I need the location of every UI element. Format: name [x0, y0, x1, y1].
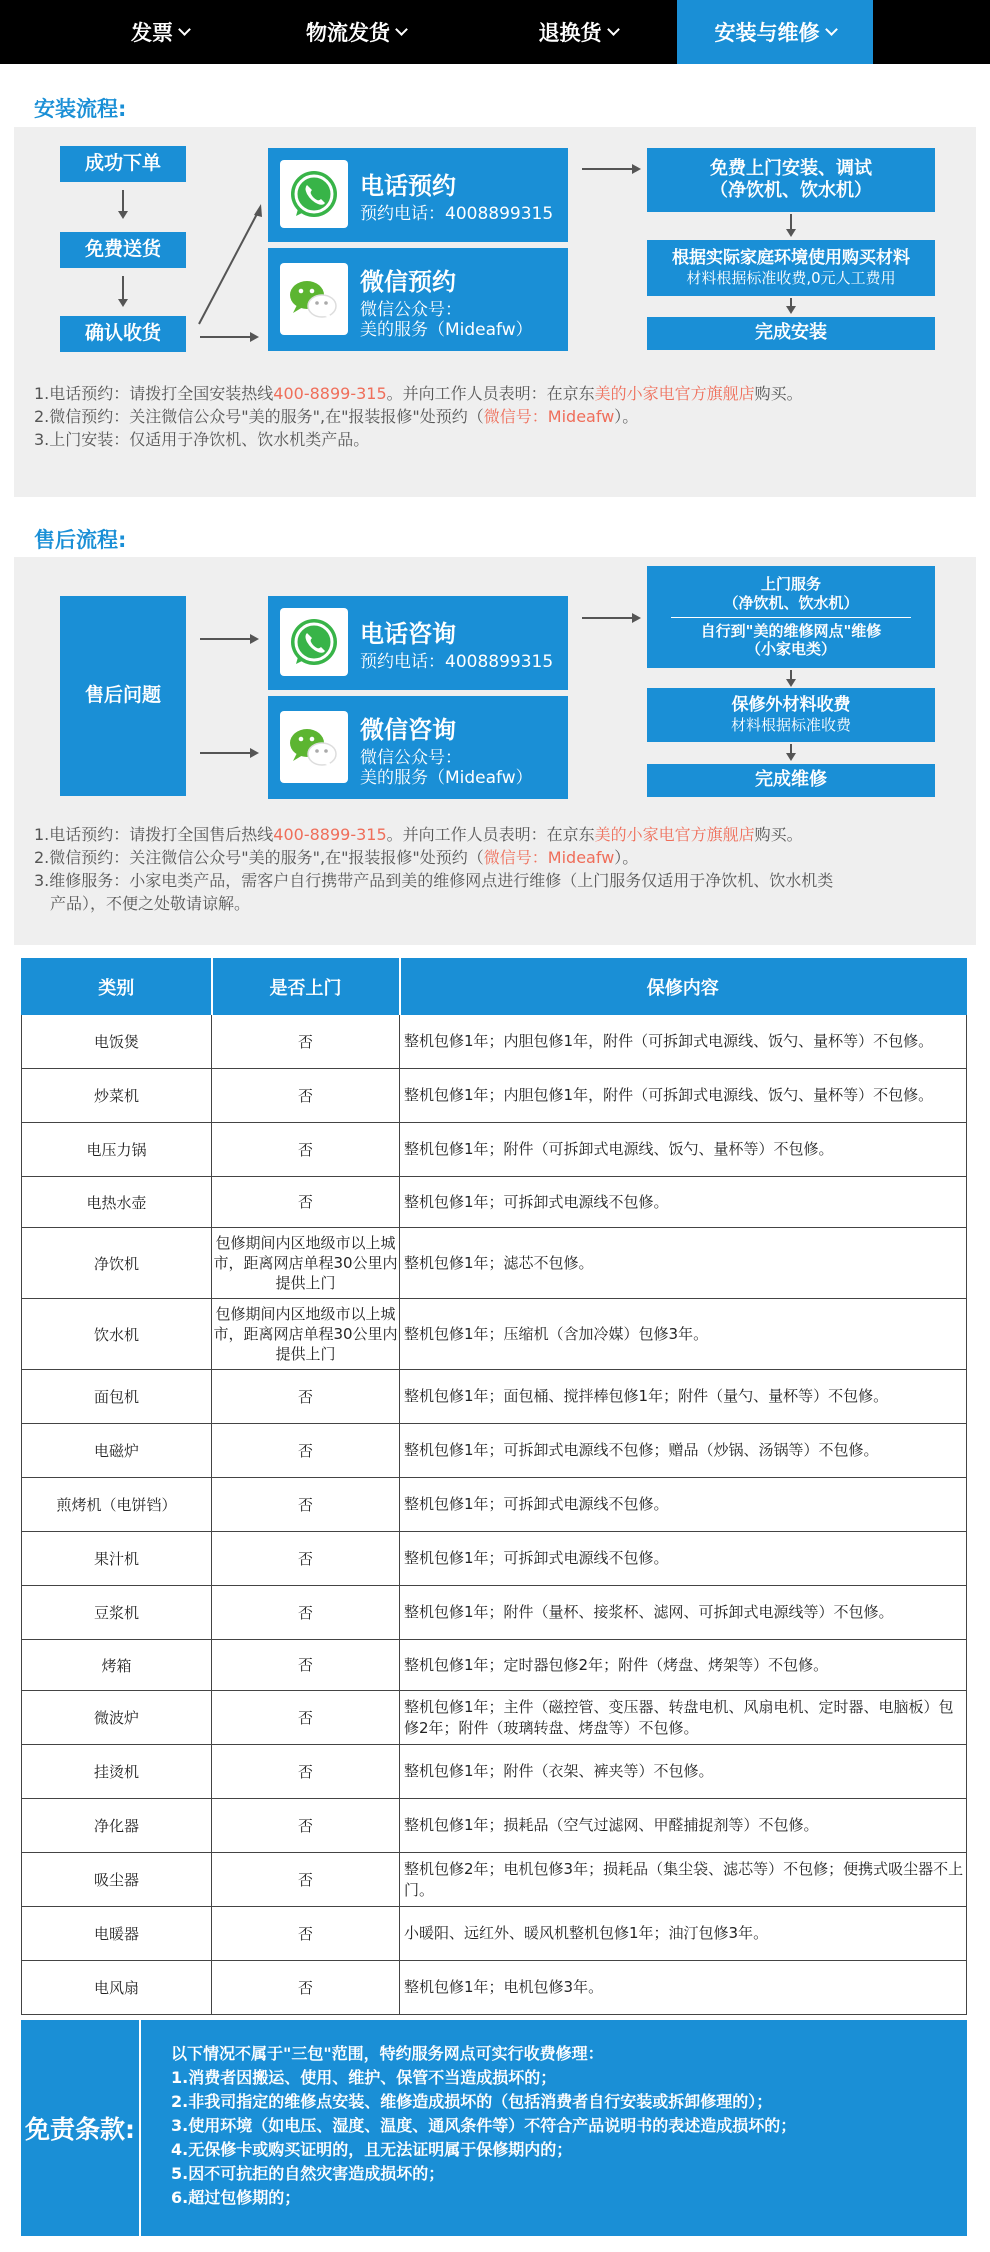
- cell-warranty: 整机包修1年；损耗品（空气过滤网、甲醛捕捉剂等）不包修。: [400, 1799, 967, 1853]
- cell-category: 电暖器: [22, 1907, 212, 1961]
- wechat-icon-box: [280, 263, 348, 335]
- table-row: [22, 1961, 967, 2015]
- disclaimer-label: 免责条款:: [25, 2115, 135, 2144]
- note-text: 。并向工作人员表明：在京东: [386, 825, 595, 844]
- cell-onsite: 否: [212, 1907, 400, 1961]
- arrow-right: [200, 638, 256, 640]
- disclaimer-line: 1.消费者因搬运、使用、维护、保管不当造成损坏的；: [171, 2068, 557, 2087]
- cell-onsite: 否: [212, 1478, 400, 1532]
- cell-warranty: 整机包修1年；定时器包修2年；附件（烤盘、烤架等）不包修。: [400, 1640, 967, 1691]
- disclaimer-line: 以下情况不属于"三包"范围，特约服务网点可实行收费修理：: [171, 2044, 604, 2063]
- install-section-title: 安装流程:: [34, 97, 127, 121]
- arrow-right: [200, 752, 256, 754]
- arrow-down: [790, 298, 792, 311]
- table-body: [22, 1015, 967, 2015]
- cell-onsite: 否: [212, 1853, 400, 1907]
- chevron-down-icon: [607, 23, 620, 36]
- tab-label: 物流发货: [306, 21, 390, 45]
- box-line: （净饮机、饮水机）: [723, 593, 859, 612]
- note-text: 1.电话预约：请拨打全国安装热线: [34, 384, 274, 403]
- top-nav: [0, 0, 990, 64]
- cell-warranty: 整机包修1年；压缩机（含加冷媒）包修3年。: [400, 1299, 967, 1370]
- wechat-icon-box: [280, 711, 348, 783]
- cell-category: 豆浆机: [22, 1586, 212, 1640]
- install-complete-box: 完成安装: [647, 317, 935, 350]
- cell-category: 烤箱: [22, 1640, 212, 1691]
- cell-category: 电饭煲: [22, 1015, 212, 1069]
- cell-category: 净化器: [22, 1799, 212, 1853]
- hotline-number: 400-8899-315: [273, 384, 387, 403]
- header-category: 类别: [22, 959, 212, 1015]
- arrow-right: [582, 617, 638, 619]
- cell-category: 净饮机: [22, 1228, 212, 1299]
- card-title: 电话咨询: [360, 620, 456, 648]
- step-free-delivery: 免费送货: [60, 232, 186, 268]
- cell-category: 电热水壶: [22, 1177, 212, 1228]
- cell-onsite: 否: [212, 1532, 400, 1586]
- box-line: 自行到"美的维修网点"维修: [700, 621, 882, 640]
- table-row: [22, 1424, 967, 1478]
- box-line: 根据实际家庭环境使用购买材料: [672, 248, 910, 268]
- cell-category: 面包机: [22, 1370, 212, 1424]
- aftersales-section-title: 售后流程:: [34, 528, 127, 552]
- wechat-id: 微信号：Mideafw: [483, 407, 615, 426]
- cell-warranty: 整机包修1年；主件（磁控管、变压器、转盘电机、风扇电机、定时器、电脑板）包修2年；附件（玻璃转盘、烤盘等）不包修。: [400, 1691, 967, 1745]
- chevron-down-icon: [178, 23, 191, 36]
- aftersales-note-3-line1: 3.维修服务：小家电类产品，需客户自行携带产品到美的维修网点进行维修（上门服务仅适用于净饮机、饮水机类: [34, 871, 834, 890]
- tab-label: 安装与维修: [714, 21, 820, 45]
- cell-category: 吸尘器: [22, 1853, 212, 1907]
- card-title: 微信咨询: [360, 716, 456, 744]
- tab-label: 发票: [131, 21, 173, 45]
- cell-category: 煎烤机（电饼铛）: [22, 1478, 212, 1532]
- note-text: 2.微信预约：关注微信公众号"美的服务",在"报装报修"处预约（: [34, 848, 484, 867]
- arrow-down: [122, 190, 124, 216]
- cell-warranty: 整机包修1年；面包桶、搅拌棒包修1年；附件（量勺、量杯等）不包修。: [400, 1370, 967, 1424]
- cell-onsite: 否: [212, 1745, 400, 1799]
- disclaimer-line: 4.无保修卡或购买证明的，且无法证明属于保修期内的；: [171, 2140, 573, 2159]
- hotline-number: 400-8899-315: [273, 825, 387, 844]
- materials-box: [647, 240, 935, 296]
- cell-onsite: 否: [212, 1640, 400, 1691]
- table-row: [22, 1907, 967, 1961]
- cell-onsite: 否: [212, 1424, 400, 1478]
- step-order-placed: 成功下单: [60, 146, 186, 182]
- cell-warranty: 整机包修1年；滤芯不包修。: [400, 1228, 967, 1299]
- repair-complete-box: 完成维修: [647, 764, 935, 797]
- free-onsite-install-box: [647, 148, 935, 212]
- cell-category: 电磁炉: [22, 1424, 212, 1478]
- install-note-3: 3.上门安装：仅适用于净饮机、饮水机类产品。: [34, 430, 370, 449]
- card-title: 微信预约: [360, 268, 456, 296]
- phone-booking-card[interactable]: [268, 148, 568, 242]
- header-onsite: 是否上门: [212, 959, 400, 1015]
- table-row: [22, 1532, 967, 1586]
- cell-onsite: 否: [212, 1069, 400, 1123]
- diagonal-arrow: [195, 200, 265, 330]
- aftersales-issue-box: 售后问题: [60, 596, 186, 796]
- cell-category: 饮水机: [22, 1299, 212, 1370]
- box-line: 材料根据标准收费: [730, 716, 851, 735]
- warranty-table: [21, 958, 967, 2015]
- tab-label: 退换货: [538, 21, 602, 45]
- header-warranty: 保修内容: [400, 959, 967, 1015]
- card-phone: 预约电话：4008899315: [360, 652, 554, 672]
- table-row: [22, 1586, 967, 1640]
- note-text: 2.微信预约：关注微信公众号"美的服务",在"报装报修"处预约（: [34, 407, 484, 426]
- aftersales-note-3-line2: 产品），不便之处敬请谅解。: [50, 894, 251, 913]
- cell-warranty: 小暖阳、远红外、暖风机整机包修1年；油汀包修3年。: [400, 1907, 967, 1961]
- note-text: ）。: [614, 407, 639, 426]
- disclaimer-line: 2.非我司指定的维修点安装、维修造成损坏的（包括消费者自行安装或拆卸修理的）；: [171, 2092, 773, 2111]
- arrow-down: [790, 744, 792, 758]
- outofwarranty-box: [647, 688, 935, 742]
- note-text: 购买。: [754, 384, 803, 403]
- note-text: 购买。: [754, 825, 803, 844]
- table-row: [22, 1745, 967, 1799]
- aftersales-note-2: [34, 846, 638, 869]
- cell-category: 挂烫机: [22, 1745, 212, 1799]
- cell-onsite: 否: [212, 1015, 400, 1069]
- box-line: 上门服务: [760, 575, 821, 593]
- table-row: [22, 1177, 967, 1228]
- tab-install-repair[interactable]: [677, 0, 873, 64]
- cell-warranty: 整机包修1年；内胆包修1年，附件（可拆卸式电源线、饭勺、量杯等）不包修。: [400, 1069, 967, 1123]
- cell-category: 炒菜机: [22, 1069, 212, 1123]
- cell-warranty: 整机包修1年；附件（可拆卸式电源线、饭勺、量杯等）不包修。: [400, 1123, 967, 1177]
- chevron-down-icon: [395, 23, 408, 36]
- phone-consult-card[interactable]: [268, 596, 568, 690]
- card-phone: 预约电话：4008899315: [360, 204, 554, 224]
- card-wechat-account: 美的服务（Mideafw）: [360, 768, 533, 788]
- wechat-icon: [280, 263, 348, 335]
- install-note-1: [34, 382, 803, 405]
- box-line: （小家电类）: [745, 640, 836, 659]
- table-row: [22, 1799, 967, 1853]
- disclaimer-lines: [171, 2042, 796, 2210]
- box-line: 免费上门安装、调试: [710, 157, 872, 179]
- store-name: 美的小家电官方旗舰店: [594, 825, 755, 844]
- disclaimer-line: 3.使用环境（如电压、湿度、温度、通风条件等）不符合产品说明书的表述造成损坏的；: [171, 2116, 797, 2135]
- card-title: 电话预约: [360, 172, 456, 200]
- aftersales-note-1: [34, 823, 803, 846]
- phone-icon-box: [280, 608, 348, 676]
- tab-logistics[interactable]: [258, 0, 454, 64]
- box-line: 材料根据标准收费,0元人工费用: [686, 269, 896, 288]
- cell-warranty: 整机包修1年；附件（衣架、裤夹等）不包修。: [400, 1745, 967, 1799]
- cell-warranty: 整机包修1年；电机包修3年。: [400, 1961, 967, 2015]
- table-row: [22, 1370, 967, 1424]
- wechat-icon: [280, 711, 348, 783]
- box-line: 保修外材料收费: [731, 695, 851, 715]
- disclaimer-line: 6.超过包修期的；: [171, 2188, 301, 2207]
- table-header-row: [22, 959, 967, 1015]
- cell-category: 电压力锅: [22, 1123, 212, 1177]
- tab-invoice[interactable]: [62, 0, 258, 64]
- table-row: [22, 1853, 967, 1907]
- store-name: 美的小家电官方旗舰店: [594, 384, 755, 403]
- cell-onsite: 包修期间内区地级市以上城市，距离网店单程30公里内提供上门: [212, 1228, 400, 1299]
- table-row: [22, 1228, 967, 1299]
- cell-onsite: 否: [212, 1370, 400, 1424]
- cell-warranty: 整机包修2年；电机包修3年；损耗品（集尘袋、滤芯等）不包修；便携式吸尘器不上门。: [400, 1853, 967, 1907]
- card-wechat-label: 微信公众号：: [360, 300, 462, 320]
- whatsapp-phone-icon: [280, 608, 348, 676]
- cell-category: 电风扇: [22, 1961, 212, 2015]
- cell-warranty: 整机包修1年；可拆卸式电源线不包修。: [400, 1478, 967, 1532]
- arrow-down: [790, 214, 792, 234]
- cell-onsite: 否: [212, 1177, 400, 1228]
- cell-warranty: 整机包修1年；可拆卸式电源线不包修。: [400, 1177, 967, 1228]
- arrow-down: [122, 276, 124, 304]
- disclaimer-line: 5.因不可抗拒的自然灾害造成损坏的；: [171, 2164, 445, 2183]
- cell-category: 果汁机: [22, 1532, 212, 1586]
- divider: [671, 617, 911, 618]
- disclaimer-label-cell: [21, 2020, 141, 2236]
- table-row: [22, 1478, 967, 1532]
- table-row: [22, 1015, 967, 1069]
- cell-category: 微波炉: [22, 1691, 212, 1745]
- note-text: 。并向工作人员表明：在京东: [386, 384, 595, 403]
- tab-returns[interactable]: [480, 0, 676, 64]
- whatsapp-phone-icon: [280, 160, 348, 228]
- cell-onsite: 否: [212, 1961, 400, 2015]
- install-note-2: [34, 405, 638, 428]
- chevron-down-icon: [825, 23, 838, 36]
- table-row: [22, 1691, 967, 1745]
- cell-onsite: 包修期间内区地级市以上城市，距离网店单程30公里内提供上门: [212, 1299, 400, 1370]
- arrow-right: [200, 336, 256, 338]
- table-row: [22, 1640, 967, 1691]
- cell-onsite: 否: [212, 1123, 400, 1177]
- card-wechat-label: 微信公众号：: [360, 748, 462, 768]
- step-confirm-receipt: 确认收货: [60, 316, 186, 352]
- repair-service-box: [647, 566, 935, 668]
- cell-onsite: 否: [212, 1691, 400, 1745]
- phone-icon-box: [280, 160, 348, 228]
- wechat-id: 微信号：Mideafw: [483, 848, 615, 867]
- table-row: [22, 1123, 967, 1177]
- cell-onsite: 否: [212, 1586, 400, 1640]
- cell-warranty: 整机包修1年；可拆卸式电源线不包修；赠品（炒锅、汤锅等）不包修。: [400, 1424, 967, 1478]
- cell-warranty: 整机包修1年；内胆包修1年，附件（可拆卸式电源线、饭勺、量杯等）不包修。: [400, 1015, 967, 1069]
- cell-warranty: 整机包修1年；附件（量杯、接浆杯、滤网、可拆卸式电源线等）不包修。: [400, 1586, 967, 1640]
- table-row: [22, 1299, 967, 1370]
- note-text: 1.电话预约：请拨打全国售后热线: [34, 825, 274, 844]
- cell-warranty: 整机包修1年；可拆卸式电源线不包修。: [400, 1532, 967, 1586]
- table-row: [22, 1069, 967, 1123]
- note-text: ）。: [614, 848, 639, 867]
- wechat-consult-card[interactable]: [268, 696, 568, 799]
- disclaimer-panel: [21, 2020, 967, 2236]
- box-line: （净饮机、饮水机）: [710, 180, 872, 201]
- arrow-down: [790, 670, 792, 684]
- card-wechat-account: 美的服务（Mideafw）: [360, 320, 533, 340]
- arrow-right: [582, 168, 638, 170]
- cell-onsite: 否: [212, 1799, 400, 1853]
- wechat-booking-card[interactable]: [268, 248, 568, 351]
